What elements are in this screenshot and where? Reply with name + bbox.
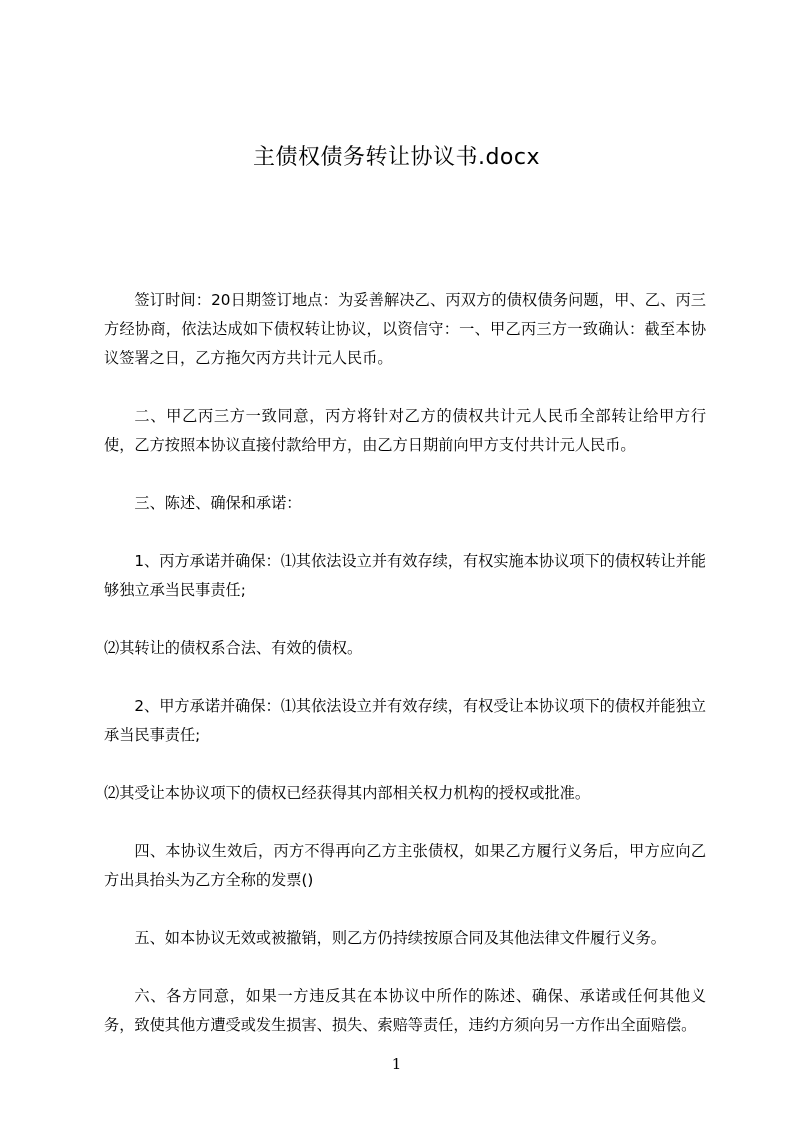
paragraph-clause-3-heading: 三、陈述、确保和承诺： (134, 494, 302, 512)
page-number: 1 (391, 1055, 402, 1073)
paragraph-clause-2: 二、甲乙丙三方一致同意，丙方将针对乙方的债权共计元人民币全部转让给甲方行使，乙方按照本协议直接付款给甲方，由乙方日期前向甲方支付共计元人民币。 (104, 407, 706, 454)
document-body (104, 286, 706, 1040)
paragraph-clause-3-2: 2、甲方承诺并确保：⑴其依法设立并有效存续，有权受让本协议项下的债权并能独立承当民事责任; (104, 697, 706, 744)
paragraph-clause-3-1: 1、丙方承诺并确保：⑴其依法设立并有效存续，有权实施本协议项下的债权转让并能够独立承当民事责任; (104, 552, 706, 599)
paragraph-clause-5: 五、如本协议无效或被撤销，则乙方仍持续按原合同及其他法律文件履行义务。 (134, 929, 666, 947)
paragraph-clause-6: 六、各方同意，如果一方违反其在本协议中所作的陈述、确保、承诺或任何其他义务，致使其他方遭受或发生损害、损失、索赔等责任，违约方须向另一方作出全面赔偿。 (104, 987, 706, 1034)
paragraph-clause-3-2-b: ⑵其受让本协议项下的债权已经获得其内部相关权力机构的授权或批准。 (104, 784, 590, 802)
paragraph-signing-info: 签订时间：20日期签订地点：为妥善解决乙、丙双方的债权债务问题，甲、乙、丙三方经协商，依法达成如下债权转让协议，以资信守：一、甲乙丙三方一致确认：截至本协议签署之日，乙方拖欠丙方共计元人民币。 (104, 291, 706, 367)
document-title: 主债权债务转让协议书.docx (252, 145, 541, 170)
paragraph-clause-4: 四、本协议生效后，丙方不得再向乙方主张债权，如果乙方履行义务后，甲方应向乙方出具抬头为乙方全称的发票() (104, 842, 706, 889)
paragraph-clause-3-1-b: ⑵其转让的债权系合法、有效的债权。 (104, 639, 363, 657)
